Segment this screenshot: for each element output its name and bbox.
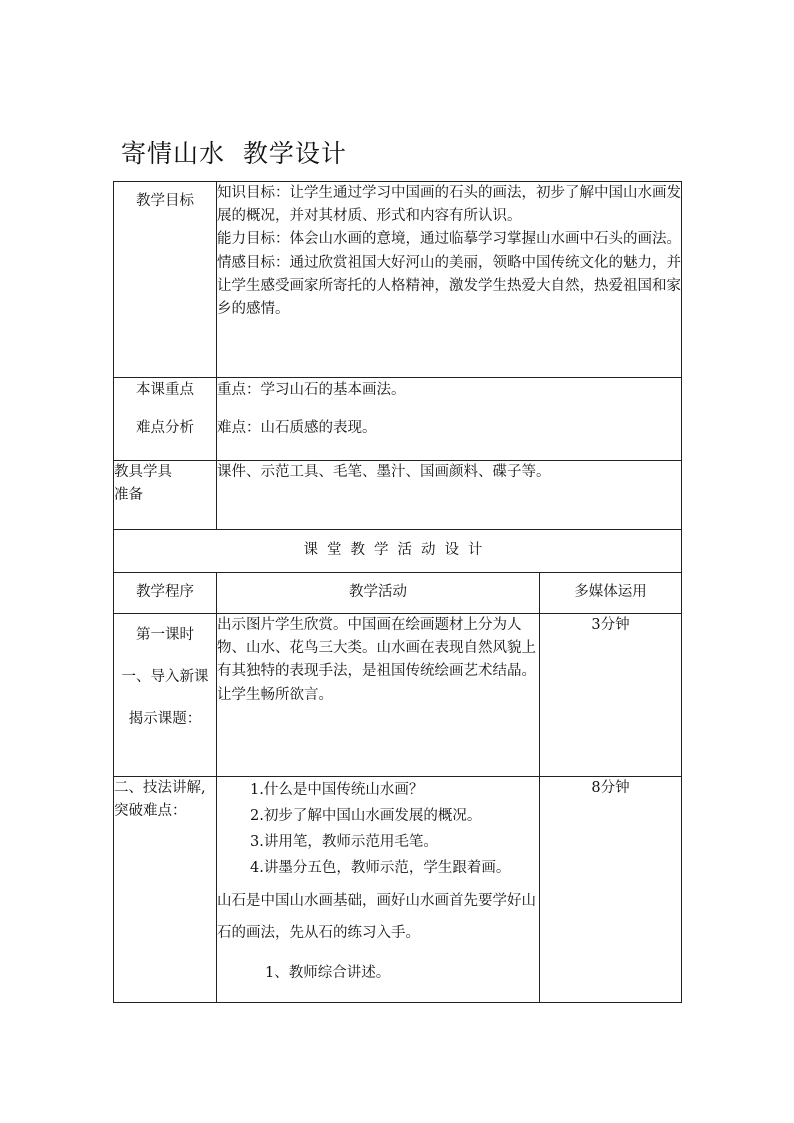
lesson2-paragraph: 山石是中国山水画基础，画好山水画首先要学好山石的画法，先从石的练习入手。 [217, 893, 536, 941]
goals-label: 教学目标 [114, 182, 217, 378]
goal-emotion: 情感目标：通过欣赏祖国大好河山的美丽，领略中国传统文化的魅力，并让学生感受画家所寄托的人格精神，激发学生热爱大自然，热爱祖国和家乡的感情。 [217, 254, 681, 317]
lesson1-label-line1: 第一课时 [136, 627, 194, 643]
difficulty-label: 难点分析 [136, 420, 194, 436]
preparation-label-line1: 教具学具 [114, 464, 172, 480]
document-title: 寄情山水 教学设计 [121, 139, 347, 168]
lesson2-step: 1.什么是中国传统山水画？ [250, 782, 424, 798]
goal-ability: 能力目标：体会山水画的意境，通过临摹学习掌握山水画中石头的画法。 [217, 231, 681, 248]
col-media-header: 多媒体运用 [540, 573, 682, 614]
lesson1-label [114, 614, 217, 777]
lesson2-time: 8分钟 [540, 777, 682, 1003]
preparation-label-line2: 准备 [114, 487, 143, 504]
difficulty-text: 难点：山石质感的表现。 [217, 420, 377, 436]
goals-row [114, 182, 682, 378]
key-points-content [217, 378, 682, 461]
lesson1-label-line2: 一、导入新课 [121, 669, 209, 685]
lesson2-label-line2: 突破难点： [114, 803, 187, 820]
key-points-label [114, 378, 217, 461]
key-point-text: 重点：学习山石的基本画法。 [217, 382, 406, 398]
lesson2-label [114, 777, 217, 1003]
lesson-plan-table [113, 181, 682, 1003]
section-header-row [114, 530, 682, 573]
preparation-row [114, 461, 682, 530]
lesson2-step: 4.讲墨分五色，教师示范，学生跟着画。 [250, 860, 511, 876]
goals-content [217, 182, 682, 378]
lesson1-row [114, 614, 682, 777]
preparation-label [114, 461, 217, 530]
lesson2-step: 2.初步了解中国山水画发展的概况。 [250, 808, 482, 824]
lesson2-label-line1: 二、技法讲解, [114, 780, 206, 796]
lesson1-activity: 出示图片学生欣赏。中国画在绘画题材上分为人物、山水、花鸟三大类。山水画在表现自然风貌上有其独特的表现手法，是祖国传统绘画艺术结晶。让学生畅所欲言。 [217, 614, 540, 777]
goal-knowledge: 知识目标：让学生通过学习中国画的石头的画法，初步了解中国山水画发展的概况，并对其材质、形式和内容有所认识。 [217, 185, 681, 225]
preparation-text: 课件、示范工具、毛笔、墨汁、国画颜料、碟子等。 [217, 461, 682, 530]
col-procedure-header: 教学程序 [114, 573, 217, 614]
col-activity-header: 教学活动 [217, 573, 540, 614]
lesson1-time: 3分钟 [540, 614, 682, 777]
key-points-row [114, 378, 682, 461]
key-label: 本课重点 [136, 382, 194, 398]
lesson1-label-line3: 揭示课题： [128, 711, 202, 727]
section-header: 课堂教学活动设计 [114, 530, 682, 573]
lesson2-step: 3.讲用笔，教师示范用毛笔。 [250, 834, 438, 850]
lesson2-activity [217, 777, 540, 1003]
column-header-row [114, 573, 682, 614]
lesson2-row [114, 777, 682, 1003]
lesson2-sub-step: 1、教师综合讲述。 [265, 965, 391, 981]
